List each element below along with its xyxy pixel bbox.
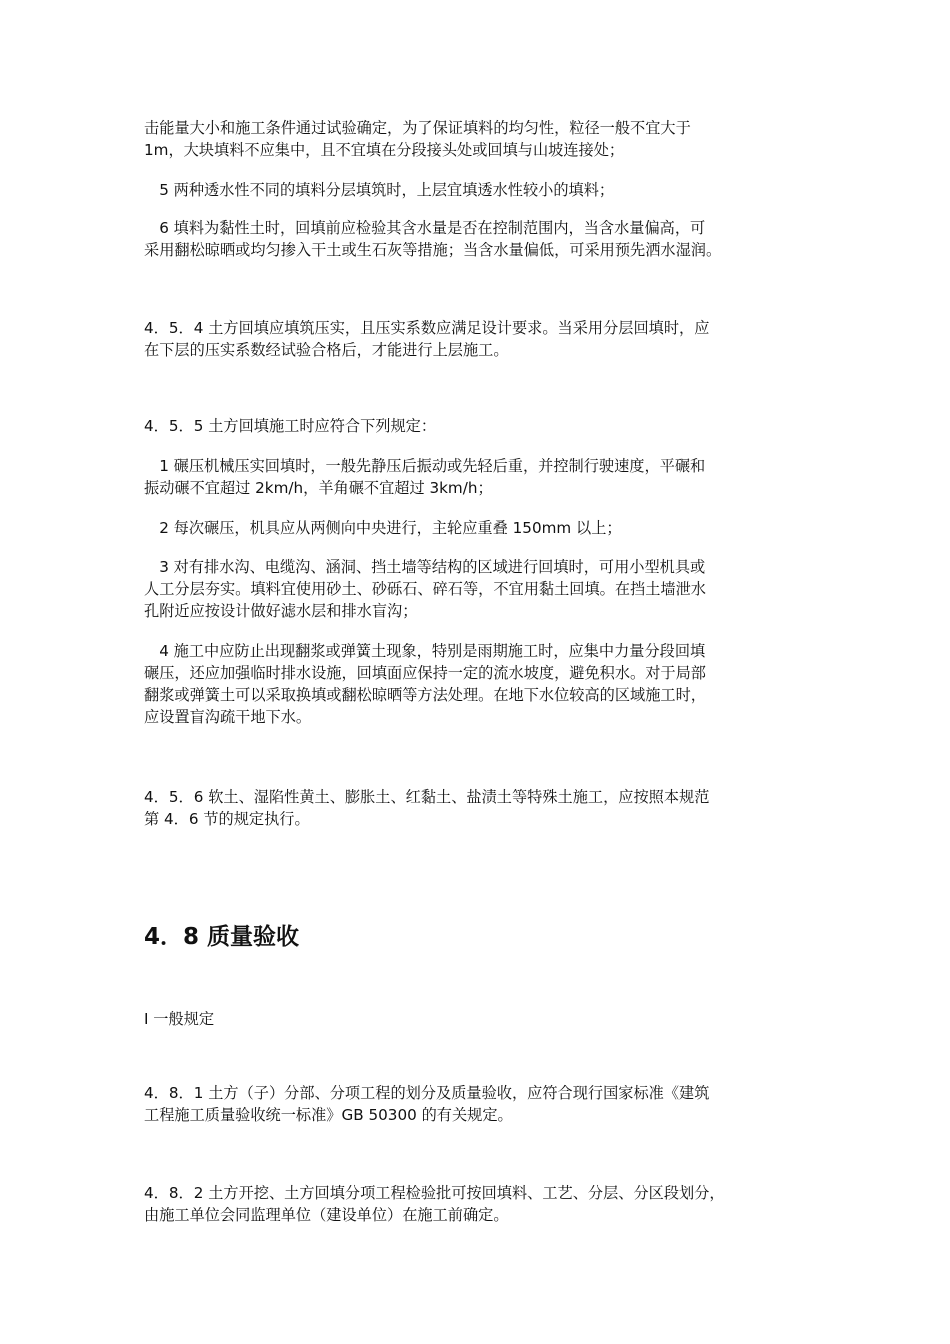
paragraph-item-4 (144, 640, 810, 728)
text-line: 工程施工质量验收统一标准》GB 50300 的有关规定。 (144, 1106, 513, 1124)
text-line: 4．5．5 土方回填施工时应符合下列规定： (144, 417, 437, 435)
text-line: 3 对有排水沟、电缆沟、涵洞、挡土墙等结构的区域进行回填时，可用小型机具或 (144, 558, 706, 576)
clause-4-5-5 (144, 415, 810, 437)
section-heading-4-8: 4．8 质量验收 (144, 924, 300, 950)
text-line: 5 两种透水性不同的填料分层填筑时，上层宜填透水性较小的填料； (144, 181, 615, 199)
text-line: 由施工单位会同监理单位（建设单位）在施工前确定。 (144, 1206, 509, 1224)
text-line: 4．8．1 土方（子）分部、分项工程的划分及质量验收，应符合现行国家标准《建筑 (144, 1084, 710, 1102)
paragraph-item-1 (144, 455, 810, 499)
text-line: 第 4．6 节的规定执行。 (144, 810, 310, 828)
clause-4-5-6 (144, 786, 810, 830)
text-line: 2 每次碾压，机具应从两侧向中央进行，主轮应重叠 150mm 以上； (144, 519, 622, 537)
text-line: 击能量大小和施工条件通过试验确定，为了保证填料的均匀性，粒径一般不宜大于 (144, 119, 691, 137)
paragraph-item-6 (144, 217, 810, 261)
text-line: 1 碾压机械压实回填时，一般先静压后振动或先轻后重，并控制行驶速度，平碾和 (144, 457, 706, 475)
text-line: 在下层的压实系数经试验合格后，才能进行上层施工。 (144, 341, 509, 359)
paragraph-item-5 (144, 179, 810, 201)
paragraph-item-3 (144, 556, 810, 622)
text-line: 应设置盲沟疏干地下水。 (144, 708, 312, 726)
paragraph-item-2 (144, 517, 810, 539)
text-line: 1m，大块填料不应集中，且不宜填在分段接头处或回填与山坡连接处； (144, 141, 625, 159)
text-line: 4 施工中应防止出现翻浆或弹簧土现象，特别是雨期施工时，应集中力量分段回填 (144, 642, 706, 660)
text-line: 振动碾不宜超过 2km/h，羊角碾不宜超过 3km/h； (144, 479, 493, 497)
paragraph-fill-particle-size (144, 117, 810, 161)
text-line: I 一般规定 (144, 1010, 215, 1028)
text-line: 碾压，还应加强临时排水设施，回填面应保持一定的流水坡度，避免积水。对于局部 (144, 664, 706, 682)
text-line: 采用翻松晾晒或均匀掺入干土或生石灰等措施；当含水量偏低，可采用预先洒水湿润。 (144, 241, 722, 259)
clause-4-8-2 (144, 1182, 810, 1226)
text-line: 4．5．4 土方回填应填筑压实，且压实系数应满足设计要求。当采用分层回填时，应 (144, 319, 710, 337)
subsection-general-provisions (144, 1008, 810, 1030)
text-line: 人工分层夯实。填料宜使用砂土、砂砾石、碎石等，不宜用黏土回填。在挡土墙泄水 (144, 580, 706, 598)
text-line: 6 填料为黏性土时，回填前应检验其含水量是否在控制范围内，当含水量偏高，可 (144, 219, 706, 237)
clause-4-8-1 (144, 1082, 810, 1126)
text-line: 孔附近应按设计做好滤水层和排水盲沟； (144, 602, 418, 620)
text-line: 4．8．2 土方开挖、土方回填分项工程检验批可按回填料、工艺、分层、分区段划分， (144, 1184, 725, 1202)
clause-4-5-4 (144, 317, 810, 361)
text-line: 4．5．6 软土、湿陷性黄土、膨胀土、红黏土、盐渍土等特殊土施工，应按照本规范 (144, 788, 710, 806)
text-line: 翻浆或弹簧土可以采取换填或翻松晾晒等方法处理。在地下水位较高的区域施工时， (144, 686, 706, 704)
